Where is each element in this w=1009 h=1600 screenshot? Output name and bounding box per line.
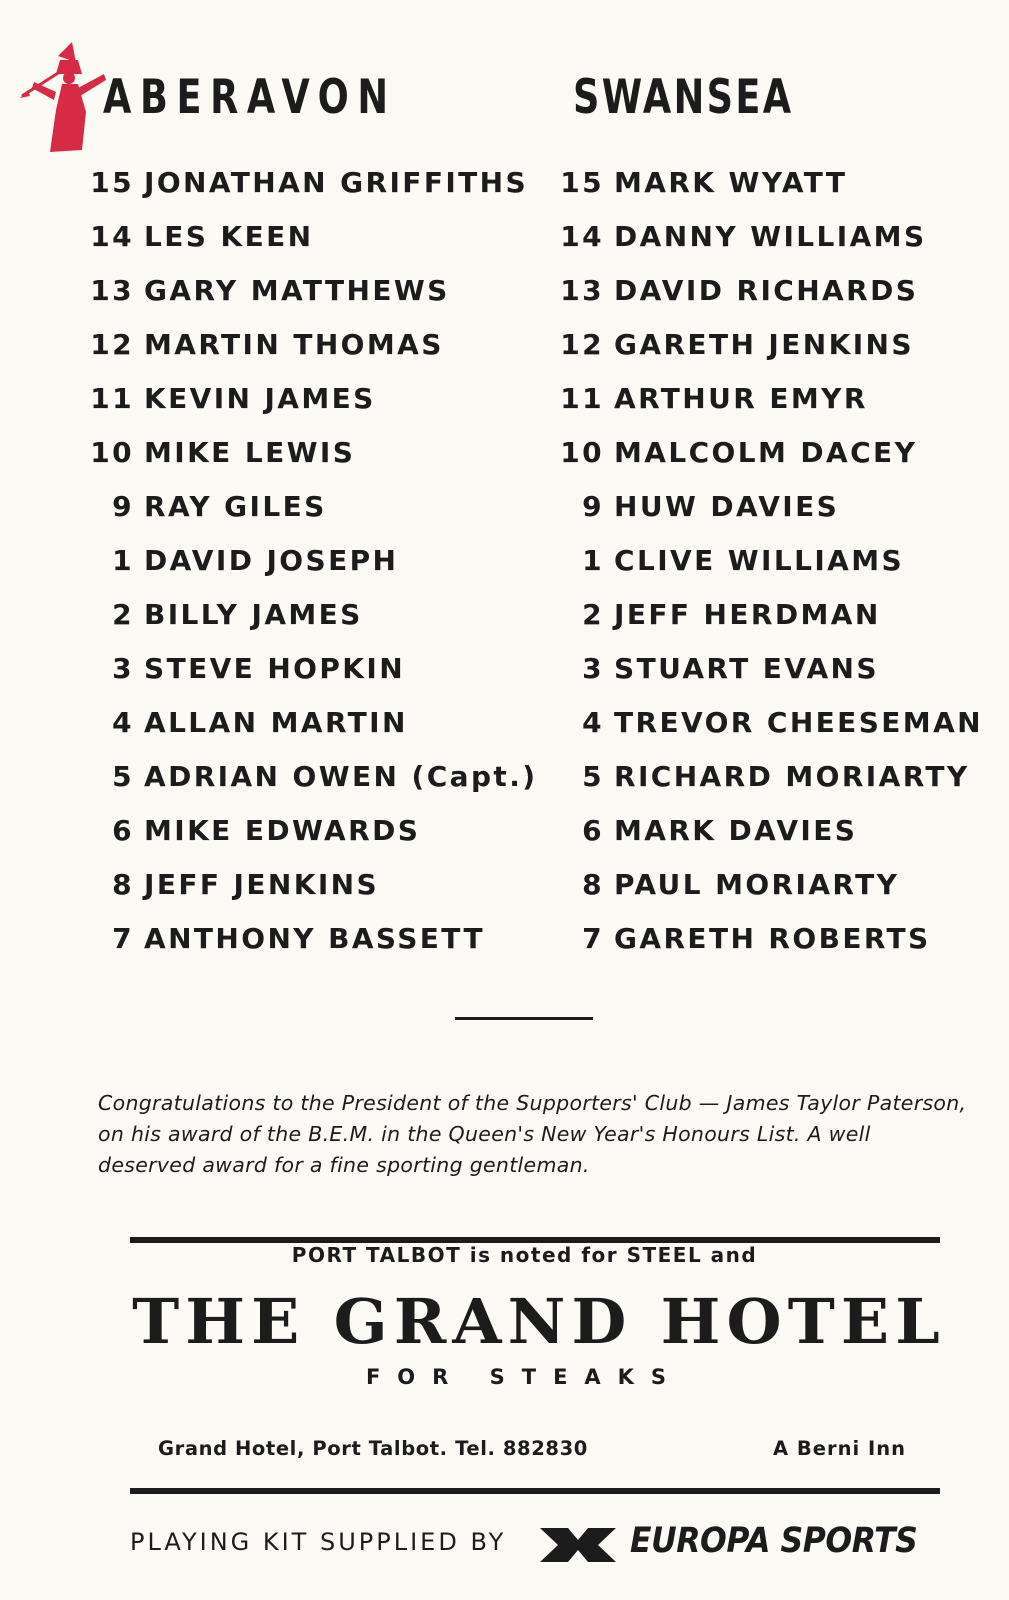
player-name: ADRIAN OWEN (Capt.) bbox=[144, 760, 538, 793]
list-item bbox=[560, 696, 983, 750]
player-number: 7 bbox=[582, 922, 604, 955]
list-item bbox=[560, 156, 983, 210]
player-name: CLIVE WILLIAMS bbox=[614, 544, 905, 577]
player-number: 10 bbox=[560, 436, 604, 469]
player-name: MIKE EDWARDS bbox=[144, 814, 421, 847]
europa-logo-icon bbox=[540, 1528, 616, 1562]
advert-bottom-rule bbox=[130, 1488, 940, 1494]
player-name: LES KEEN bbox=[144, 220, 314, 253]
list-item bbox=[560, 912, 983, 966]
list-item bbox=[560, 534, 983, 588]
player-name: GARY MATTHEWS bbox=[144, 274, 450, 307]
player-number: 9 bbox=[582, 490, 604, 523]
player-name: TREVOR CHEESEMAN bbox=[614, 706, 983, 739]
list-item bbox=[90, 696, 537, 750]
player-name: HUW DAVIES bbox=[614, 490, 840, 523]
list-item bbox=[90, 318, 537, 372]
section-divider bbox=[455, 1017, 593, 1020]
list-item bbox=[560, 264, 983, 318]
player-number: 15 bbox=[90, 166, 134, 199]
advert-tagline: FOR STEAKS bbox=[365, 1365, 684, 1389]
player-name: JONATHAN GRIFFITHS bbox=[144, 166, 529, 199]
list-item bbox=[90, 588, 537, 642]
player-name: JEFF JENKINS bbox=[144, 868, 380, 901]
player-number: 12 bbox=[90, 328, 134, 361]
away-team-name: SWANSEA bbox=[573, 70, 794, 125]
player-name: ANTHONY BASSETT bbox=[144, 922, 485, 955]
list-item bbox=[560, 642, 983, 696]
list-item bbox=[90, 210, 537, 264]
player-number: 3 bbox=[582, 652, 604, 685]
player-name: MIKE LEWIS bbox=[144, 436, 356, 469]
list-item bbox=[560, 858, 983, 912]
player-name: DAVID RICHARDS bbox=[614, 274, 919, 307]
player-name: ARTHUR EMYR bbox=[614, 382, 868, 415]
list-item bbox=[90, 534, 537, 588]
player-name: RAY GILES bbox=[144, 490, 327, 523]
player-number: 14 bbox=[560, 220, 604, 253]
hotel-name: THE GRAND HOTEL bbox=[132, 1285, 946, 1358]
wizard-logo-icon bbox=[20, 40, 112, 156]
home-team-roster bbox=[90, 156, 537, 966]
list-item bbox=[90, 372, 537, 426]
player-number: 3 bbox=[112, 652, 134, 685]
list-item bbox=[90, 642, 537, 696]
player-number: 1 bbox=[582, 544, 604, 577]
list-item bbox=[560, 210, 983, 264]
list-item bbox=[560, 372, 983, 426]
list-item bbox=[560, 804, 983, 858]
hotel-address: Grand Hotel, Port Talbot. Tel. 882830 bbox=[158, 1437, 588, 1460]
list-item bbox=[560, 318, 983, 372]
player-name: STUART EVANS bbox=[614, 652, 879, 685]
list-item bbox=[560, 426, 983, 480]
kit-brand: EUROPA SPORTS bbox=[630, 1521, 918, 1561]
player-name: GARETH JENKINS bbox=[614, 328, 914, 361]
player-number: 11 bbox=[560, 382, 604, 415]
away-team-roster bbox=[560, 156, 983, 966]
player-number: 6 bbox=[112, 814, 134, 847]
player-number: 4 bbox=[112, 706, 134, 739]
player-number: 13 bbox=[90, 274, 134, 307]
player-number: 5 bbox=[112, 760, 134, 793]
list-item bbox=[560, 750, 983, 804]
player-name: MARTIN THOMAS bbox=[144, 328, 444, 361]
list-item bbox=[560, 588, 983, 642]
list-item bbox=[90, 426, 537, 480]
player-name: JEFF HERDMAN bbox=[614, 598, 881, 631]
kit-supplier-label: PLAYING KIT SUPPLIED BY bbox=[130, 1528, 507, 1556]
list-item bbox=[90, 264, 537, 318]
player-number: 1 bbox=[112, 544, 134, 577]
player-name: MARK WYATT bbox=[614, 166, 848, 199]
player-name: DANNY WILLIAMS bbox=[614, 220, 927, 253]
list-item bbox=[90, 912, 537, 966]
home-team-name: ABERAVON bbox=[103, 70, 397, 125]
player-number: 13 bbox=[560, 274, 604, 307]
player-number: 2 bbox=[112, 598, 134, 631]
player-number: 9 bbox=[112, 490, 134, 523]
list-item bbox=[90, 480, 537, 534]
player-name: MALCOLM DACEY bbox=[614, 436, 918, 469]
player-number: 14 bbox=[90, 220, 134, 253]
hotel-chain: A Berni Inn bbox=[773, 1437, 906, 1460]
list-item bbox=[90, 750, 537, 804]
list-item bbox=[90, 858, 537, 912]
player-name: PAUL MORIARTY bbox=[614, 868, 900, 901]
player-number: 12 bbox=[560, 328, 604, 361]
player-name: RICHARD MORIARTY bbox=[614, 760, 970, 793]
player-name: GARETH ROBERTS bbox=[614, 922, 931, 955]
player-number: 11 bbox=[90, 382, 134, 415]
player-name: ALLAN MARTIN bbox=[144, 706, 408, 739]
player-number: 2 bbox=[582, 598, 604, 631]
congratulations-note: Congratulations to the President of the Supporters' Club — James Taylor Paterson, on his award of the B.E.M. in the Queen's New Year's Honours List. A well deserved award for a fine sporting gentleman. bbox=[98, 1091, 967, 1177]
player-name: MARK DAVIES bbox=[614, 814, 858, 847]
player-number: 8 bbox=[112, 868, 134, 901]
list-item bbox=[90, 804, 537, 858]
player-name: BILLY JAMES bbox=[144, 598, 363, 631]
player-name: DAVID JOSEPH bbox=[144, 544, 399, 577]
player-number: 15 bbox=[560, 166, 604, 199]
player-name: KEVIN JAMES bbox=[144, 382, 376, 415]
player-number: 4 bbox=[582, 706, 604, 739]
list-item bbox=[560, 480, 983, 534]
list-item bbox=[90, 156, 537, 210]
player-name: STEVE HOPKIN bbox=[144, 652, 406, 685]
player-number: 5 bbox=[582, 760, 604, 793]
advert-intro: PORT TALBOT is noted for STEEL and bbox=[291, 1243, 758, 1267]
player-number: 6 bbox=[582, 814, 604, 847]
player-number: 7 bbox=[112, 922, 134, 955]
player-number: 10 bbox=[90, 436, 134, 469]
player-number: 8 bbox=[582, 868, 604, 901]
